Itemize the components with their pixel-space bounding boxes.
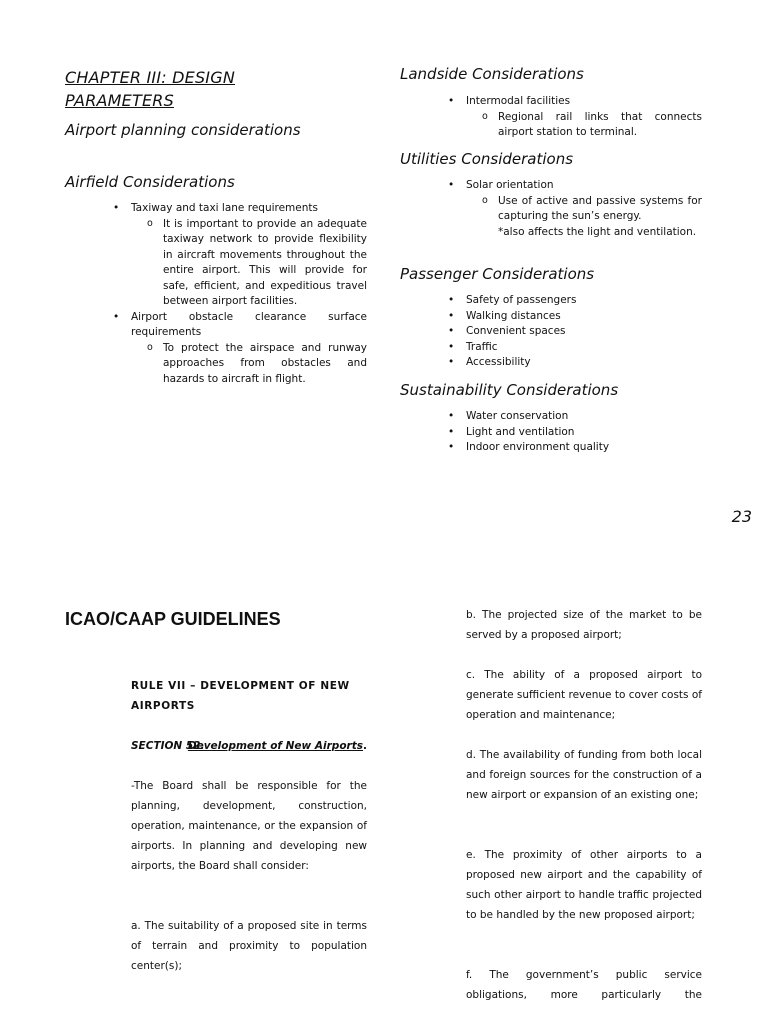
section-body: -The Board shall be responsible for the planning, development, construction, operation, maintenance, or the expansion of airports. In planning and developing new airports, the Board shall consider:	[131, 780, 367, 872]
page-number: 23	[731, 507, 752, 526]
utilities-list	[448, 178, 702, 240]
list-item: • Safety of passengers	[448, 293, 702, 309]
list-item: o To protect the airspace and runway approaches from obstacles and hazards to aircraft in flight.	[147, 341, 367, 388]
list-item: • Indoor environment quality	[448, 440, 702, 456]
section-title-wrap: Development of New Airports.	[187, 740, 367, 752]
list-item: • Traffic	[448, 340, 702, 356]
item-f: f. The government’s public service obligations, more particularly the	[466, 969, 702, 1001]
item-a: a. The suitability of a proposed site in terms of terrain and proximity to population center(s);	[131, 920, 367, 972]
sustainability-list	[448, 409, 702, 456]
airfield-item-2-text: Airport obstacle clearance surface requirements	[131, 310, 367, 338]
passenger-list	[448, 293, 702, 371]
item-c: c. The ability of a proposed airport to generate sufficient revenue to cover costs of operation and maintenance;	[466, 669, 702, 721]
airfield-heading: Airfield Considerations	[65, 173, 235, 191]
list-item: • Light and ventilation	[448, 425, 702, 441]
list-item: • Accessibility	[448, 355, 702, 371]
utilities-heading: Utilities Considerations	[400, 150, 574, 168]
landside-item-text: Intermodal facilities	[466, 95, 571, 107]
section-label: SECTION 52.	[131, 740, 205, 752]
list-item	[482, 194, 702, 241]
airfield-list	[113, 201, 367, 387]
section-title: Development of New Airports	[187, 740, 363, 752]
airfield-item-1-text: Taxiway and taxi lane requirements	[131, 202, 318, 214]
list-item: o Regional rail links that connects airport station to terminal.	[482, 110, 702, 141]
chapter-title: CHAPTER III: DESIGN PARAMETERS	[65, 68, 235, 110]
item-e: e. The proximity of other airports to a proposed new airport and the capability of such other airport to handle traffic projected to be handled by the new proposed airport;	[466, 849, 702, 921]
list-item	[448, 94, 702, 141]
list-item	[448, 178, 702, 240]
sustainability-heading: Sustainability Considerations	[400, 381, 619, 399]
utilities-note: *also affects the light and ventilation.	[498, 225, 697, 238]
passenger-heading: Passenger Considerations	[400, 265, 595, 283]
landside-list	[448, 94, 702, 141]
list-item	[113, 310, 367, 388]
landside-heading: Landside Considerations	[400, 65, 584, 83]
list-item: o It is important to provide an adequate taxiway network to provide flexibility in aircraft movements throughout the entire airport. This will provide for safe, efficient, and expeditious travel between airport facilities.	[147, 217, 367, 310]
utilities-sub-text: Use of active and passive systems for capturing the sun’s energy.	[498, 194, 702, 222]
airport-planning-heading: Airport planning considerations	[65, 121, 301, 139]
list-item	[113, 201, 367, 310]
item-d: d. The availability of funding from both local and foreign sources for the construction of a new airport or expansion of an existing one;	[466, 749, 702, 801]
rule-heading: RULE VII – DEVELOPMENT OF NEW AIRPORTS	[131, 680, 350, 712]
list-item: • Convenient spaces	[448, 324, 702, 340]
utilities-item-text: Solar orientation	[466, 179, 554, 191]
list-item: • Walking distances	[448, 309, 702, 325]
list-item: • Water conservation	[448, 409, 702, 425]
icao-title: ICAO/CAAP GUIDELINES	[65, 609, 281, 629]
item-b: b. The projected size of the market to be served by a proposed airport;	[466, 609, 702, 641]
